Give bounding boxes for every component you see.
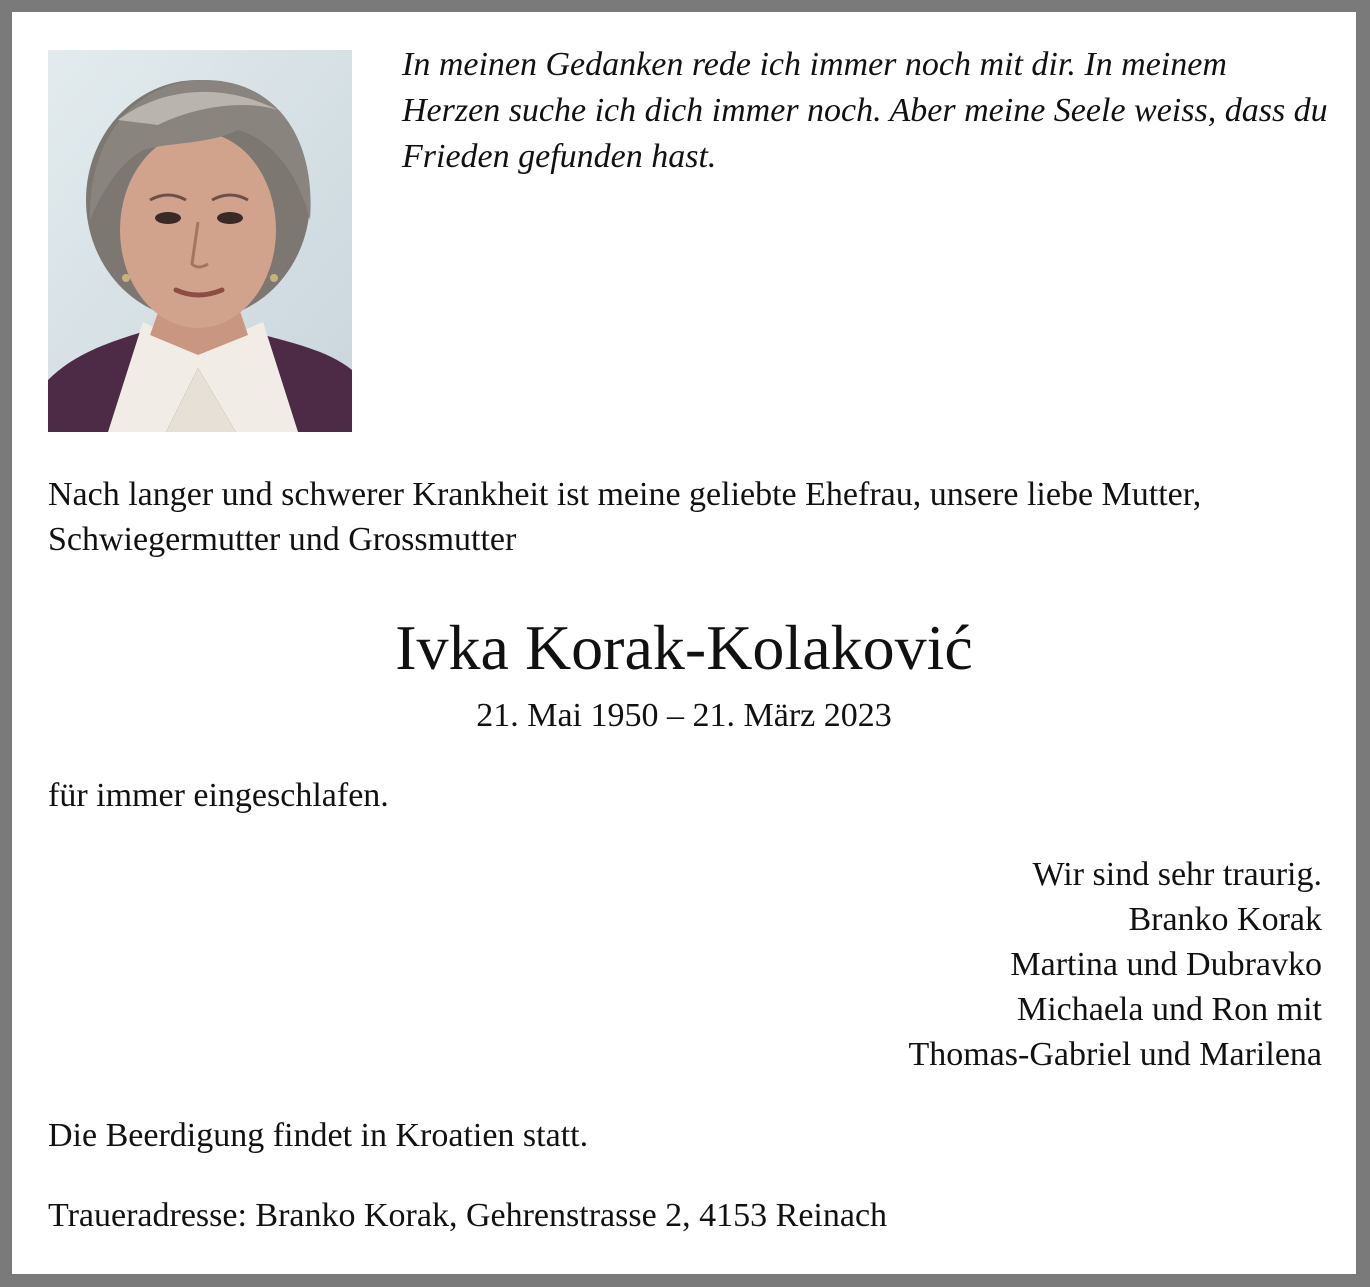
announcement-intro: Nach langer und schwerer Krankheit ist meine geliebte Ehefrau, unsere liebe Mutter, Schwiegermutter und Grossmutter — [48, 476, 1202, 558]
portrait-photo — [48, 50, 352, 432]
portrait-illustration — [48, 50, 352, 432]
announcement-closing: für immer eingeschlafen. — [48, 777, 389, 814]
mourners-line: Branko Korak — [1128, 901, 1322, 938]
funeral-info: Die Beerdigung findet in Kroatien statt. — [48, 1117, 589, 1154]
life-dates: 21. Mai 1950 – 21. März 2023 — [476, 697, 892, 734]
mourning-address: Traueradresse: Branko Korak, Gehrenstrasse 2, 4153 Reinach — [48, 1197, 888, 1234]
mourners-line: Martina und Dubravko — [1010, 946, 1322, 983]
mourners-list — [522, 852, 1322, 1077]
memorial-quote: In meinen Gedanken rede ich immer noch mit dir. In meinem Herzen suche ich dich immer noch. Aber meine Seele weiss, dass du Frieden gefunden hast. — [402, 46, 1328, 175]
obituary-notice — [12, 12, 1356, 1274]
mourners-line: Thomas-Gabriel und Marilena — [908, 1036, 1322, 1073]
mourners-line: Wir sind sehr traurig. — [1032, 856, 1322, 893]
deceased-name: Ivka Korak-Kolaković — [395, 612, 973, 683]
mourners-line: Michaela und Ron mit — [1016, 991, 1322, 1028]
